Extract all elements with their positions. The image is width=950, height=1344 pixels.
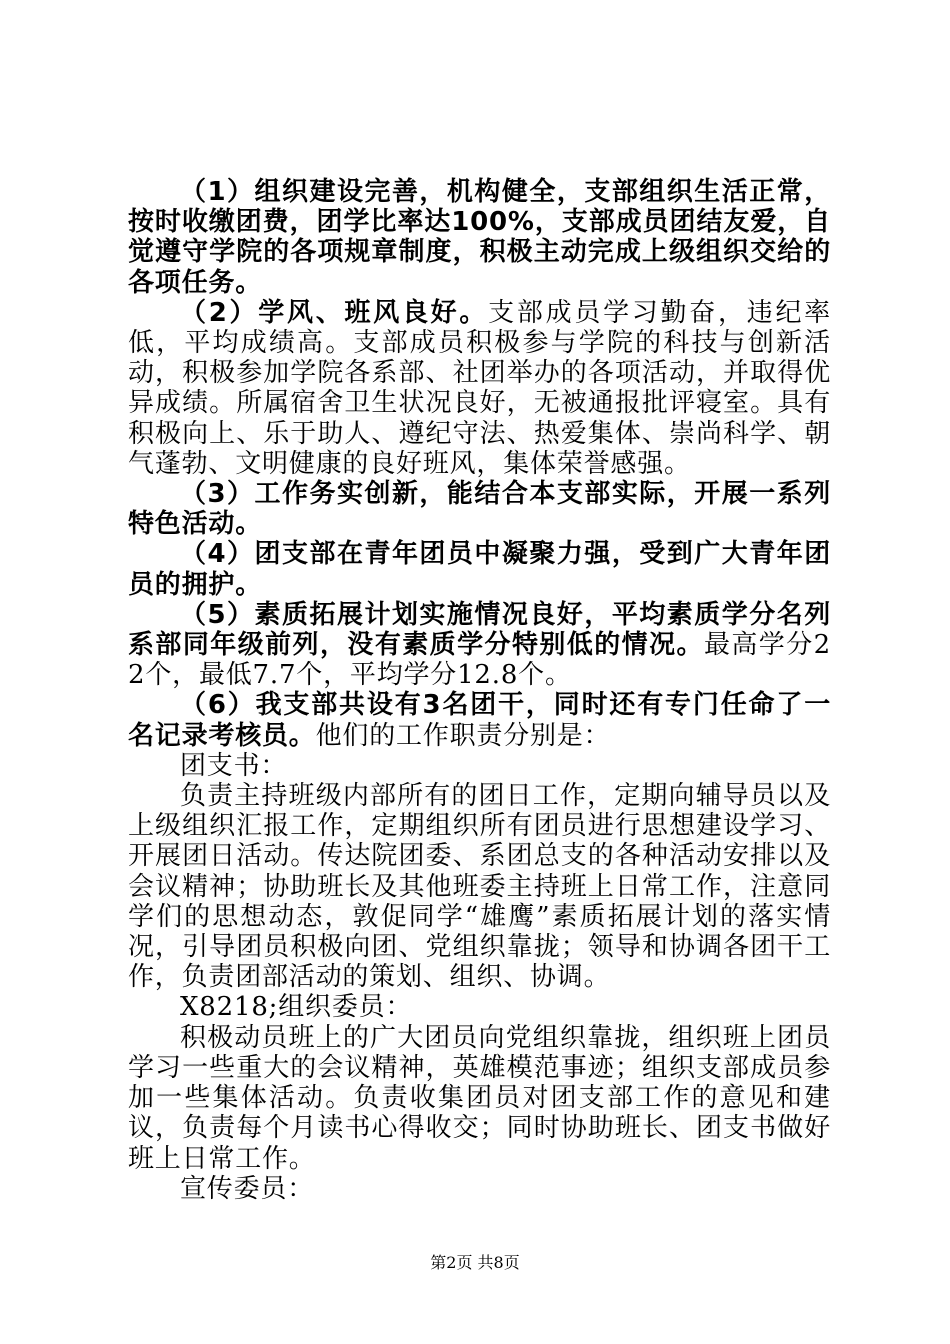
paragraph-6-lead: （6）我支部共设有3名团干，同时还有专门任命了一名记录考核员。 (128, 690, 831, 751)
paragraph-5-body: 最高学分22个，最低7.7个，平均学分12.8个。 (128, 630, 831, 691)
paragraph-5-lead: （5）素质拓展计划实施情况良好，平均素质学分名列系部同年级前列，没有素质学分特别低的情况。 (128, 599, 831, 661)
heading-secretary: 团支书： (180, 750, 288, 781)
paragraph-4: （4）团支部在青年团员中凝聚力强，受到广大青年团员的拥护。 (128, 539, 831, 600)
document-body (128, 177, 831, 1204)
paragraph-3: （3）工作务实创新，能结合本支部实际，开展一系列特色活动。 (128, 479, 831, 540)
heading-publicity: 宣传委员： (180, 1173, 315, 1204)
heading-organizer: X8218;组织委员： (180, 992, 413, 1023)
paragraph-1: （1）组织建设完善，机构健全，支部组织生活正常，按时收缴团费，团学比率达100%，支部成员团结友爱，自觉遵守学院的各项规章制度，积极主动完成上级组织交给的各项任务。 (128, 177, 831, 298)
paragraph-2-lead: （2）学风、班风良好。 (180, 297, 489, 328)
paragraph-2-body: 支部成员学习勤奋，违纪率低，平均成绩高。支部成员积极参与学院的科技与创新活动，积极参加学院各系部、社团举办的各项活动，并取得优异成绩。所属宿舍卫生状况良好，无被通报批评寝室。具有积极向上、乐于助人、遵纪守法、热爱集体、崇尚科学、朝气蓬勃、文明健康的良好班风，集体荣誉感强。 (128, 297, 831, 479)
secretary-duties: 负责主持班级内部所有的团日工作，定期向辅导员以及上级组织汇报工作，定期组织所有团员进行思想建设学习、开展团日活动。传达院团委、系团总支的各种活动安排以及会议精神；协助班长及其他班委主持班上日常工作，注意同学们的思想动态，敦促同学“雄鹰”素质拓展计划的落实情况，引导团员积极向团、党组织靠拢；领导和协调各团干工作，负责团部活动的策划、组织、协调。 (128, 781, 831, 993)
organizer-duties: 积极动员班上的广大团员向党组织靠拢，组织班上团员学习一些重大的会议精神，英雄模范事迹；组织支部成员参加一些集体活动。负责收集团员对团支部工作的意见和建议，负责每个月读书心得收交；同时协助班长、团支书做好班上日常工作。 (128, 1022, 831, 1174)
paragraph-6 (128, 690, 831, 750)
paragraph-6-body: 他们的工作职责分别是： (315, 720, 611, 751)
paragraph-5 (128, 600, 831, 691)
paragraph-2 (128, 298, 831, 479)
page-footer: 第2页 共8页 (430, 1253, 520, 1272)
